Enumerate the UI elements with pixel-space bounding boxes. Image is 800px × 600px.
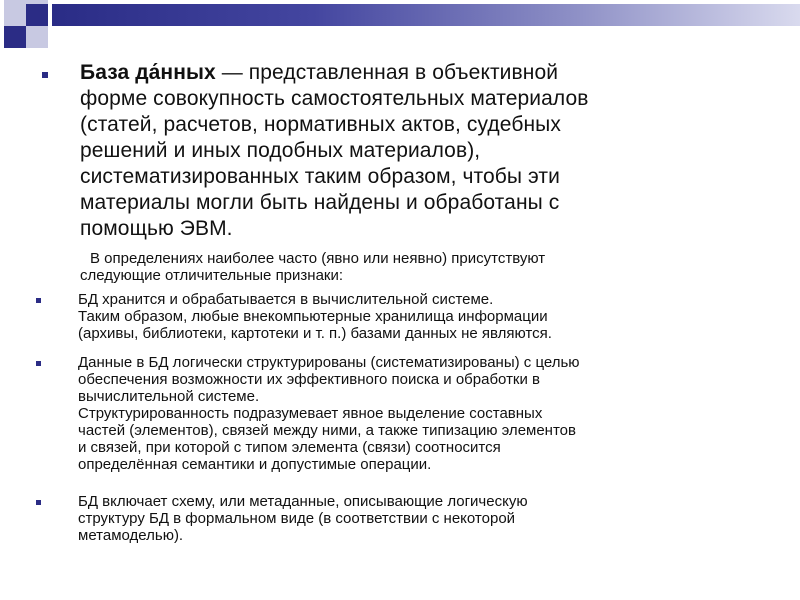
- list-item: [78, 493, 738, 544]
- list-item-line: обеспечения возможности их эффективного поиска и обработки в: [78, 371, 541, 388]
- list-item-line: вычислительной системе.: [78, 388, 260, 405]
- intro-paragraph: [80, 250, 720, 284]
- bullet-square-icon: [36, 500, 41, 505]
- definition-line: (статей, расчетов, нормативных актов, судебных: [80, 113, 561, 136]
- definition-line: материалы могли быть найдены и обработаны с: [80, 191, 560, 214]
- list-item: [78, 354, 738, 473]
- list-item-line: метамоделью).: [78, 527, 184, 544]
- bullet-square-icon: [42, 72, 48, 78]
- list-item-line: Структурированность подразумевает явное выделение составных: [78, 405, 543, 422]
- definition-line: систематизированных таким образом, чтобы эти: [80, 165, 560, 188]
- intro-line: В определениях наиболее часто (явно или неявно) присутствуют: [90, 250, 546, 267]
- list-item-line: Таким образом, любые внекомпьютерные хранилища информации: [78, 308, 548, 325]
- definition-paragraph: [80, 60, 720, 242]
- list-item-line: и связей, при которой с типом элемента (связи) соотносится: [78, 439, 501, 456]
- intro-line: следующие отличительные признаки:: [80, 267, 344, 284]
- definition-line: — представленная в объективной: [215, 61, 559, 84]
- list-item-line: (архивы, библиотеки, картотеки и т. п.) базами данных не являются.: [78, 325, 552, 342]
- list-item-line: частей (элементов), связей между ними, а также типизацию элементов: [78, 422, 576, 439]
- bullet-square-icon: [36, 361, 41, 366]
- list-item-line: БД хранится и обрабатывается в вычислительной системе.: [78, 291, 494, 308]
- list-item: [78, 291, 738, 342]
- list-item-line: Данные в БД логически структурированы (систематизированы) с целью: [78, 354, 580, 371]
- list-item-line: БД включает схему, или метаданные, описывающие логическую: [78, 493, 528, 510]
- term: База да́нных: [80, 61, 216, 84]
- list-item-line: структуру БД в формальном виде (в соответствии с некоторой: [78, 510, 516, 527]
- definition-line: решений и иных подобных материалов),: [80, 139, 481, 162]
- definition-line: форме совокупность самостоятельных материалов: [80, 87, 589, 110]
- definition-line: помощью ЭВМ.: [80, 217, 233, 240]
- list-item-line: определённая семантики и допустимые операции.: [78, 456, 432, 473]
- bullet-square-icon: [36, 298, 41, 303]
